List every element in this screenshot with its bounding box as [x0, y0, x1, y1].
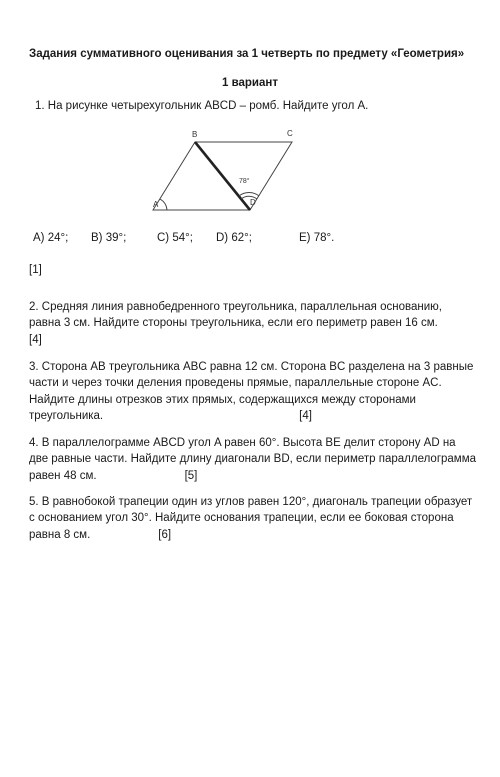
vertex-c-label: C	[287, 129, 293, 138]
task-3-line-2: части и через точки деления проведены прямые, параллельные стороне AC.	[29, 377, 442, 390]
answer-option-e: E) 78°.	[299, 232, 335, 244]
task-4	[29, 435, 499, 484]
task-4-line-2: две равные части. Найдите длину диагонали BD, если периметр параллелограмма	[29, 453, 477, 466]
task-3-line-3: Найдите длины отрезков этих прямых, содержащихся между сторонами	[29, 393, 416, 406]
angle-d-arc-outer	[239, 192, 259, 196]
task-2-points: [4]	[29, 333, 42, 346]
task-1-question: 1. На рисунке четырехугольник ABCD – ромб. Найдите угол A.	[35, 100, 369, 112]
task-3-line-4: треугольника.	[29, 409, 104, 422]
rhombus-figure	[140, 126, 310, 216]
variant-heading: 1 вариант	[222, 77, 278, 89]
angle-78-label: 78°	[239, 178, 250, 185]
task-5	[29, 494, 499, 543]
task-3-line-1: 3. Сторона AB треугольника ABC равна 12 см. Сторона BC разделена на 3 равные	[29, 361, 474, 373]
vertex-a-label: A	[153, 200, 159, 209]
angle-a-arc	[160, 199, 167, 210]
answer-option-a: A) 24°;	[33, 232, 69, 244]
task-5-line-3: равна 8 см.	[29, 528, 91, 541]
task-2-line-2: равна 3 см. Найдите стороны треугольника, если его периметр равен 16 см.	[29, 317, 438, 330]
answer-option-d: D) 62°;	[216, 232, 252, 244]
task-3	[29, 359, 499, 424]
answer-option-b: B) 39°;	[91, 232, 127, 244]
vertex-b-label: B	[192, 130, 198, 139]
task-5-line-2: с основанием угол 30°. Найдите основания трапеции, если ее боковая сторона	[29, 512, 454, 525]
task-2	[29, 299, 499, 348]
vertex-d-label: D	[250, 198, 256, 207]
task-4-line-1: 4. В параллелограмме ABCD угол A равен 60°. Высота BE делит сторону AD на	[29, 437, 456, 449]
task-5-points: [6]	[158, 528, 172, 541]
task-4-points: [5]	[184, 469, 198, 482]
task-1-points: [1]	[29, 264, 42, 276]
document-title: Задания суммативного оценивания за 1 четверть по предмету «Геометрия»	[29, 48, 465, 60]
task-2-line-1: 2. Средняя линия равнобедренного треугольника, параллельная основанию,	[29, 301, 442, 313]
task-4-line-3: равен 48 см.	[29, 469, 97, 482]
diagonal-bd	[195, 142, 250, 210]
answer-option-c: C) 54°;	[157, 232, 193, 244]
task-5-line-1: 5. В равнобокой трапеции один из углов равен 120°, диагональ трапеции образует	[29, 496, 473, 508]
task-3-points: [4]	[299, 409, 312, 422]
